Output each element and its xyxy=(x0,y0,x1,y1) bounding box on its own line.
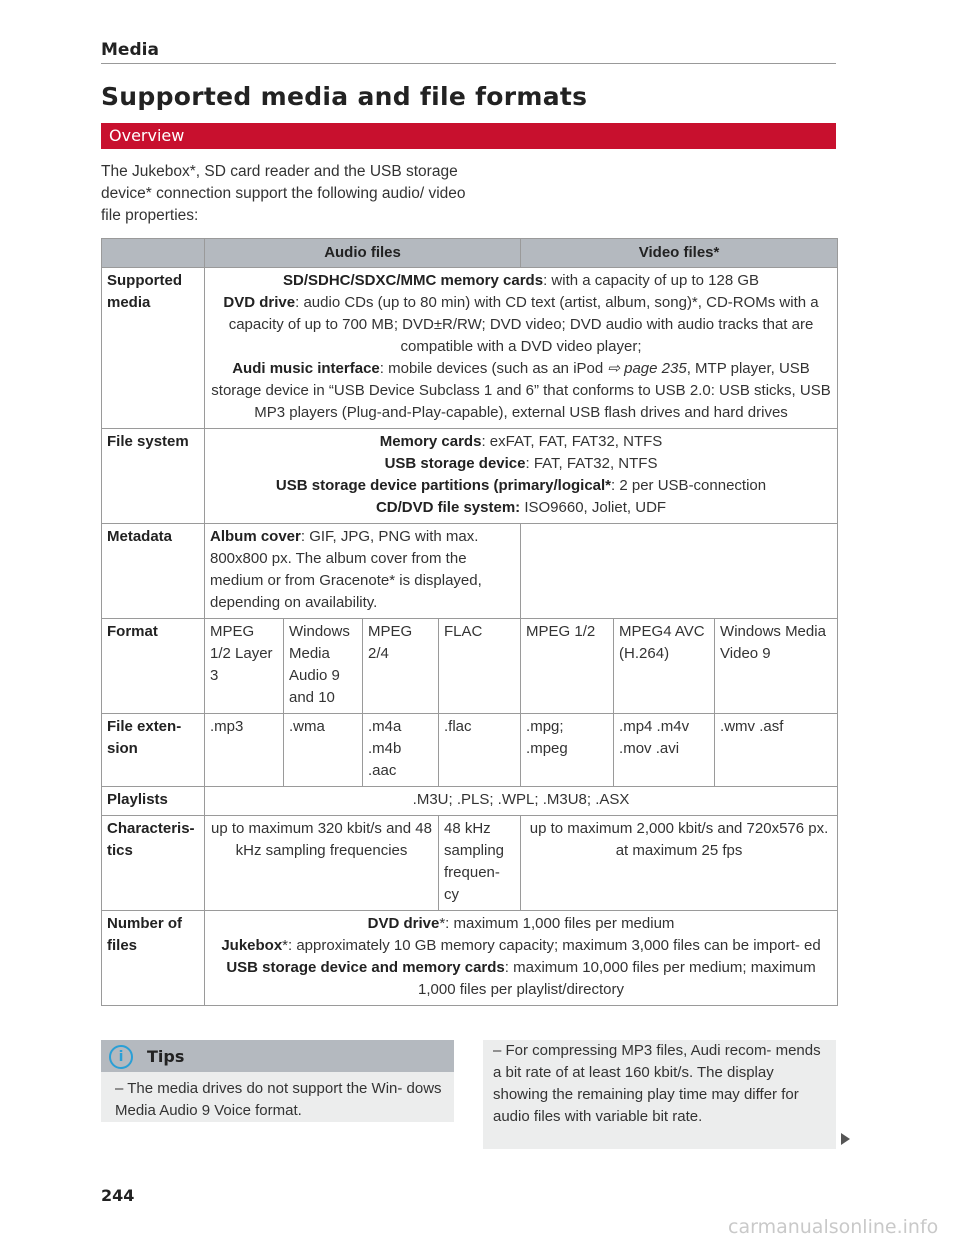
memory-cards-label: Memory cards xyxy=(379,433,482,450)
page-reference-link[interactable]: ⇨ page 235 xyxy=(607,360,687,377)
ami-text-b: , MTP player, USB storage device in “USB Device Subclass 1 and 6” that conforms to USB 2.0: USB sticks, USB MP3 players (Plug-and-Play-capable), external USB flash drives and hard drives xyxy=(211,360,831,421)
format-cell: MPEG 1/2 Layer 3 xyxy=(205,619,284,714)
dvd-drive-files-text: *: maximum 1,000 files per medium xyxy=(439,915,675,932)
tips-header xyxy=(101,1040,454,1072)
usb-partitions-label: USB storage device partitions (primary/logical* xyxy=(275,477,612,494)
characteristics-video-cell: up to maximum 2,000 kbit/s and 720x576 px. at maximum 25 fps xyxy=(521,816,838,911)
row-label-format: Format xyxy=(102,619,205,714)
table-row xyxy=(102,429,838,524)
ami-label: Audi music interface xyxy=(232,360,380,377)
row-label-file-extension: File exten- sion xyxy=(102,714,205,787)
row-label-supported-media: Supported media xyxy=(102,268,205,429)
extension-cell: .mpg; .mpeg xyxy=(521,714,614,787)
overview-label: Overview xyxy=(109,126,185,145)
extension-cell: .mp4 .m4v .mov .avi xyxy=(614,714,715,787)
cd-dvd-fs-text: ISO9660, Joliet, UDF xyxy=(520,499,667,516)
row-label-metadata: Metadata xyxy=(102,524,205,619)
intro-paragraph: The Jukebox*, SD card reader and the USB storage device* connection support the following audio/ video file properties: xyxy=(101,163,466,224)
jukebox-label: Jukebox xyxy=(221,937,283,954)
table-row xyxy=(102,787,838,816)
supported-media-cell xyxy=(205,268,838,429)
usb-partitions-text: : 2 per USB-connection xyxy=(611,477,767,494)
characteristics-audio-cell: up to maximum 320 kbit/s and 48 kHz sampling frequencies xyxy=(205,816,439,911)
table-row xyxy=(102,268,838,429)
table-row xyxy=(102,816,838,911)
format-cell: Windows Media Audio 9 and 10 xyxy=(284,619,363,714)
watermark: carmanualsonline.info xyxy=(728,1216,939,1238)
tips-box xyxy=(101,1040,454,1122)
sd-cards-label: SD/SDHC/SDXC/MMC memory cards xyxy=(283,272,544,289)
usb-storage-label: USB storage device xyxy=(384,455,526,472)
tip-item: – For compressing MP3 files, Audi recom- mends a bit rate of at least 160 kbit/s. The display showing the remaining play time may differ for audio files with variable bit rate. xyxy=(493,1042,821,1125)
playlists-cell: .M3U; .PLS; .WPL; .M3U8; .ASX xyxy=(205,787,838,816)
section-header: Media xyxy=(101,40,159,60)
table-row xyxy=(102,714,838,787)
tips-continuation-box xyxy=(483,1040,836,1149)
number-of-files-cell xyxy=(205,911,838,1006)
album-cover-text: : GIF, JPG, PNG with max. 800x800 px. The album cover from the medium or from Gracenote* is displayed, depending on availability. xyxy=(210,528,482,611)
extension-cell: .mp3 xyxy=(205,714,284,787)
extension-cell: .wmv .asf xyxy=(715,714,838,787)
memory-cards-text: : exFAT, FAT, FAT32, NTFS xyxy=(481,433,663,450)
header-empty-cell xyxy=(102,239,205,268)
characteristics-flac-cell: 48 kHz sampling frequen- cy xyxy=(439,816,521,911)
page-number: 244 xyxy=(101,1186,135,1205)
format-cell: MPEG 1/2 xyxy=(521,619,614,714)
usb-memory-text: : maximum 10,000 files per medium; maximum 1,000 files per playlist/directory xyxy=(418,959,816,998)
row-label-number-of-files: Number of files xyxy=(102,911,205,1006)
jukebox-text: *: approximately 10 GB memory capacity; maximum 3,000 files can be import- ed xyxy=(282,937,821,954)
dvd-drive-label: DVD drive xyxy=(223,294,296,311)
page-title: Supported media and file formats xyxy=(101,82,588,111)
usb-memory-label: USB storage device and memory cards xyxy=(226,959,505,976)
row-label-characteristics: Characteris- tics xyxy=(102,816,205,911)
tip-item: – The media drives do not support the Win- dows Media Audio 9 Voice format. xyxy=(115,1080,442,1119)
overview-bar xyxy=(101,123,836,149)
row-label-playlists: Playlists xyxy=(102,787,205,816)
continue-arrow-icon xyxy=(841,1133,850,1145)
format-cell: Windows Media Video 9 xyxy=(715,619,838,714)
sd-cards-text: : with a capacity of up to 128 GB xyxy=(543,272,760,289)
table-row xyxy=(102,619,838,714)
row-label-file-system: File system xyxy=(102,429,205,524)
media-formats-table xyxy=(101,238,838,1006)
format-cell: FLAC xyxy=(439,619,521,714)
table-row xyxy=(102,911,838,1006)
dvd-drive-files-label: DVD drive xyxy=(367,915,440,932)
table-row xyxy=(102,524,838,619)
header-divider xyxy=(101,63,836,64)
cd-dvd-fs-label: CD/DVD file system: xyxy=(375,499,521,516)
format-cell: MPEG4 AVC (H.264) xyxy=(614,619,715,714)
info-icon: i xyxy=(109,1045,133,1069)
table-header-row xyxy=(102,239,838,268)
ami-text-a: : mobile devices (such as an iPod xyxy=(379,360,608,377)
usb-storage-text: : FAT, FAT32, NTFS xyxy=(525,455,658,472)
header-video-files: Video files* xyxy=(521,239,838,268)
extension-cell: .flac xyxy=(439,714,521,787)
metadata-audio-cell xyxy=(205,524,521,619)
dvd-drive-text: : audio CDs (up to 80 min) with CD text (artist, album, song)*, CD-ROMs with a capacity of up to 700 MB; DVD±R/RW; DVD video; DVD audio with audio tracks that are compatible with a DVD video player; xyxy=(228,294,819,355)
metadata-video-cell xyxy=(521,524,838,619)
album-cover-label: Album cover xyxy=(210,528,301,545)
extension-cell: .wma xyxy=(284,714,363,787)
tips-title: Tips xyxy=(147,1047,185,1066)
header-audio-files: Audio files xyxy=(205,239,521,268)
extension-cell: .m4a .m4b .aac xyxy=(363,714,439,787)
format-cell: MPEG 2/4 xyxy=(363,619,439,714)
file-system-cell xyxy=(205,429,838,524)
